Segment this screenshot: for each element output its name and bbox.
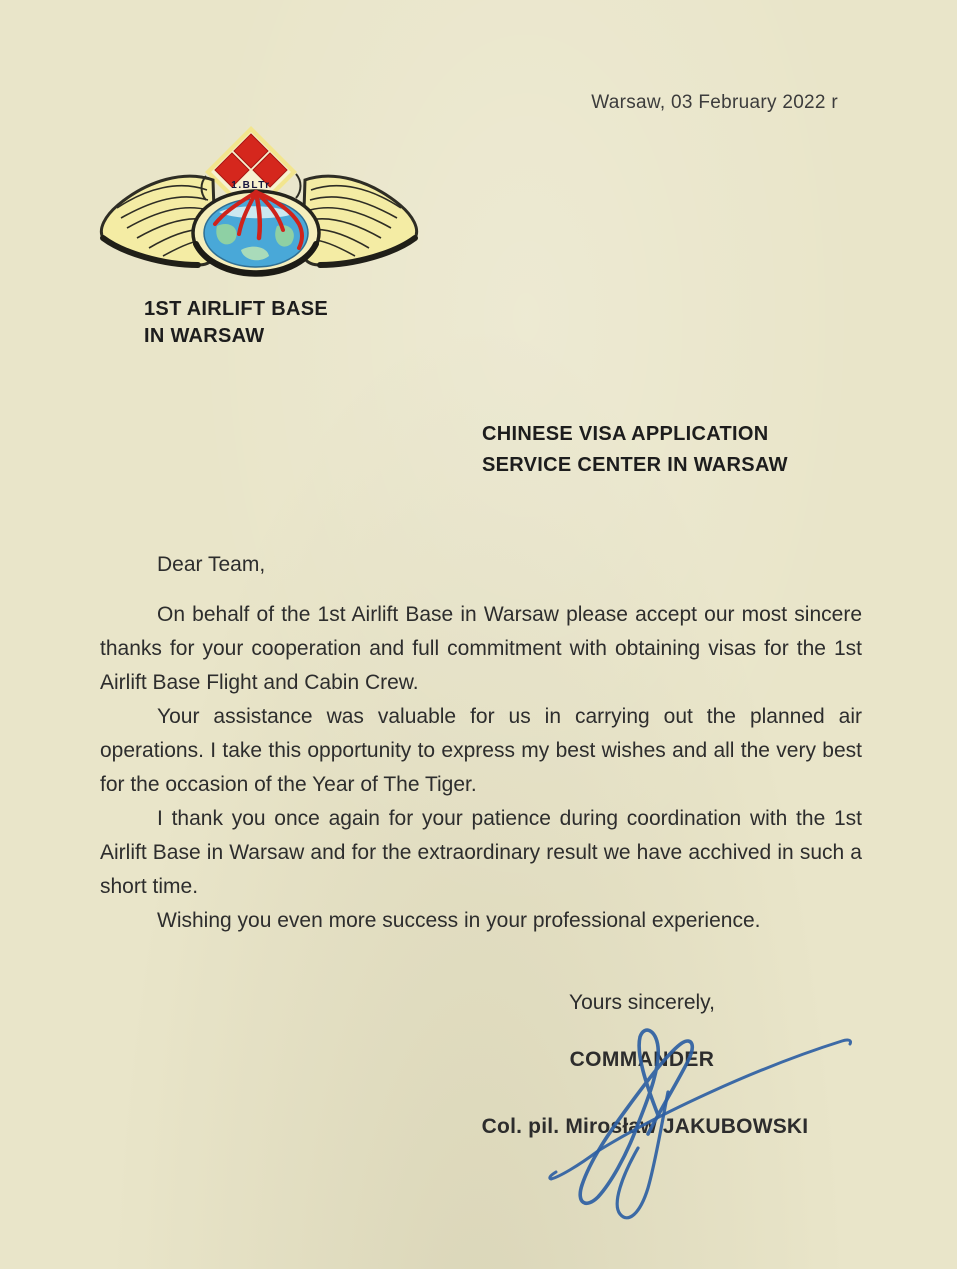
letter-body [100,548,862,938]
paragraph-3: I thank you once again for your patience during coordination with the 1st Airlift Base in Warsaw and for the extraordinary result we have acchived in such a short time. [100,807,862,898]
globe [204,199,308,267]
paragraph-1: On behalf of the 1st Airlift Base in Warsaw please accept our most sincere thanks for your cooperation and full commitment with obtaining visas for the 1st Airlift Base Flight and Cabin Crew. [100,603,862,694]
signer-title: COMMANDER [569,1048,715,1071]
unit-emblem-icon [93,112,425,288]
sender-line1: 1ST AIRLIFT BASE [144,298,329,320]
right-wing [302,176,416,265]
recipient-line1: CHINESE VISA APPLICATION [482,423,769,445]
signer-name: Col. pil. Mirosław JAKUBOWSKI [481,1115,809,1138]
sender-block [144,296,328,350]
recipient-line2: SERVICE CENTER IN WARSAW [482,454,788,476]
paragraph-2: Your assistance was valuable for us in carrying out the planned air operations. I take this opportunity to express my best wishes and all the very best for the occasion of the Year of The Tiger. [100,705,862,796]
salutation: Dear Team, [157,553,266,576]
emblem-unit-code: 1.BLTr [231,180,271,191]
valediction: Yours sincerely, [569,991,715,1014]
paragraph-4: Wishing you even more success in your professional experience. [157,909,761,932]
sender-line2: IN WARSAW [144,325,265,347]
recipient-block [482,419,788,481]
right-root-curl [296,174,301,198]
date-line: Warsaw, 03 February 2022 r [591,92,838,113]
